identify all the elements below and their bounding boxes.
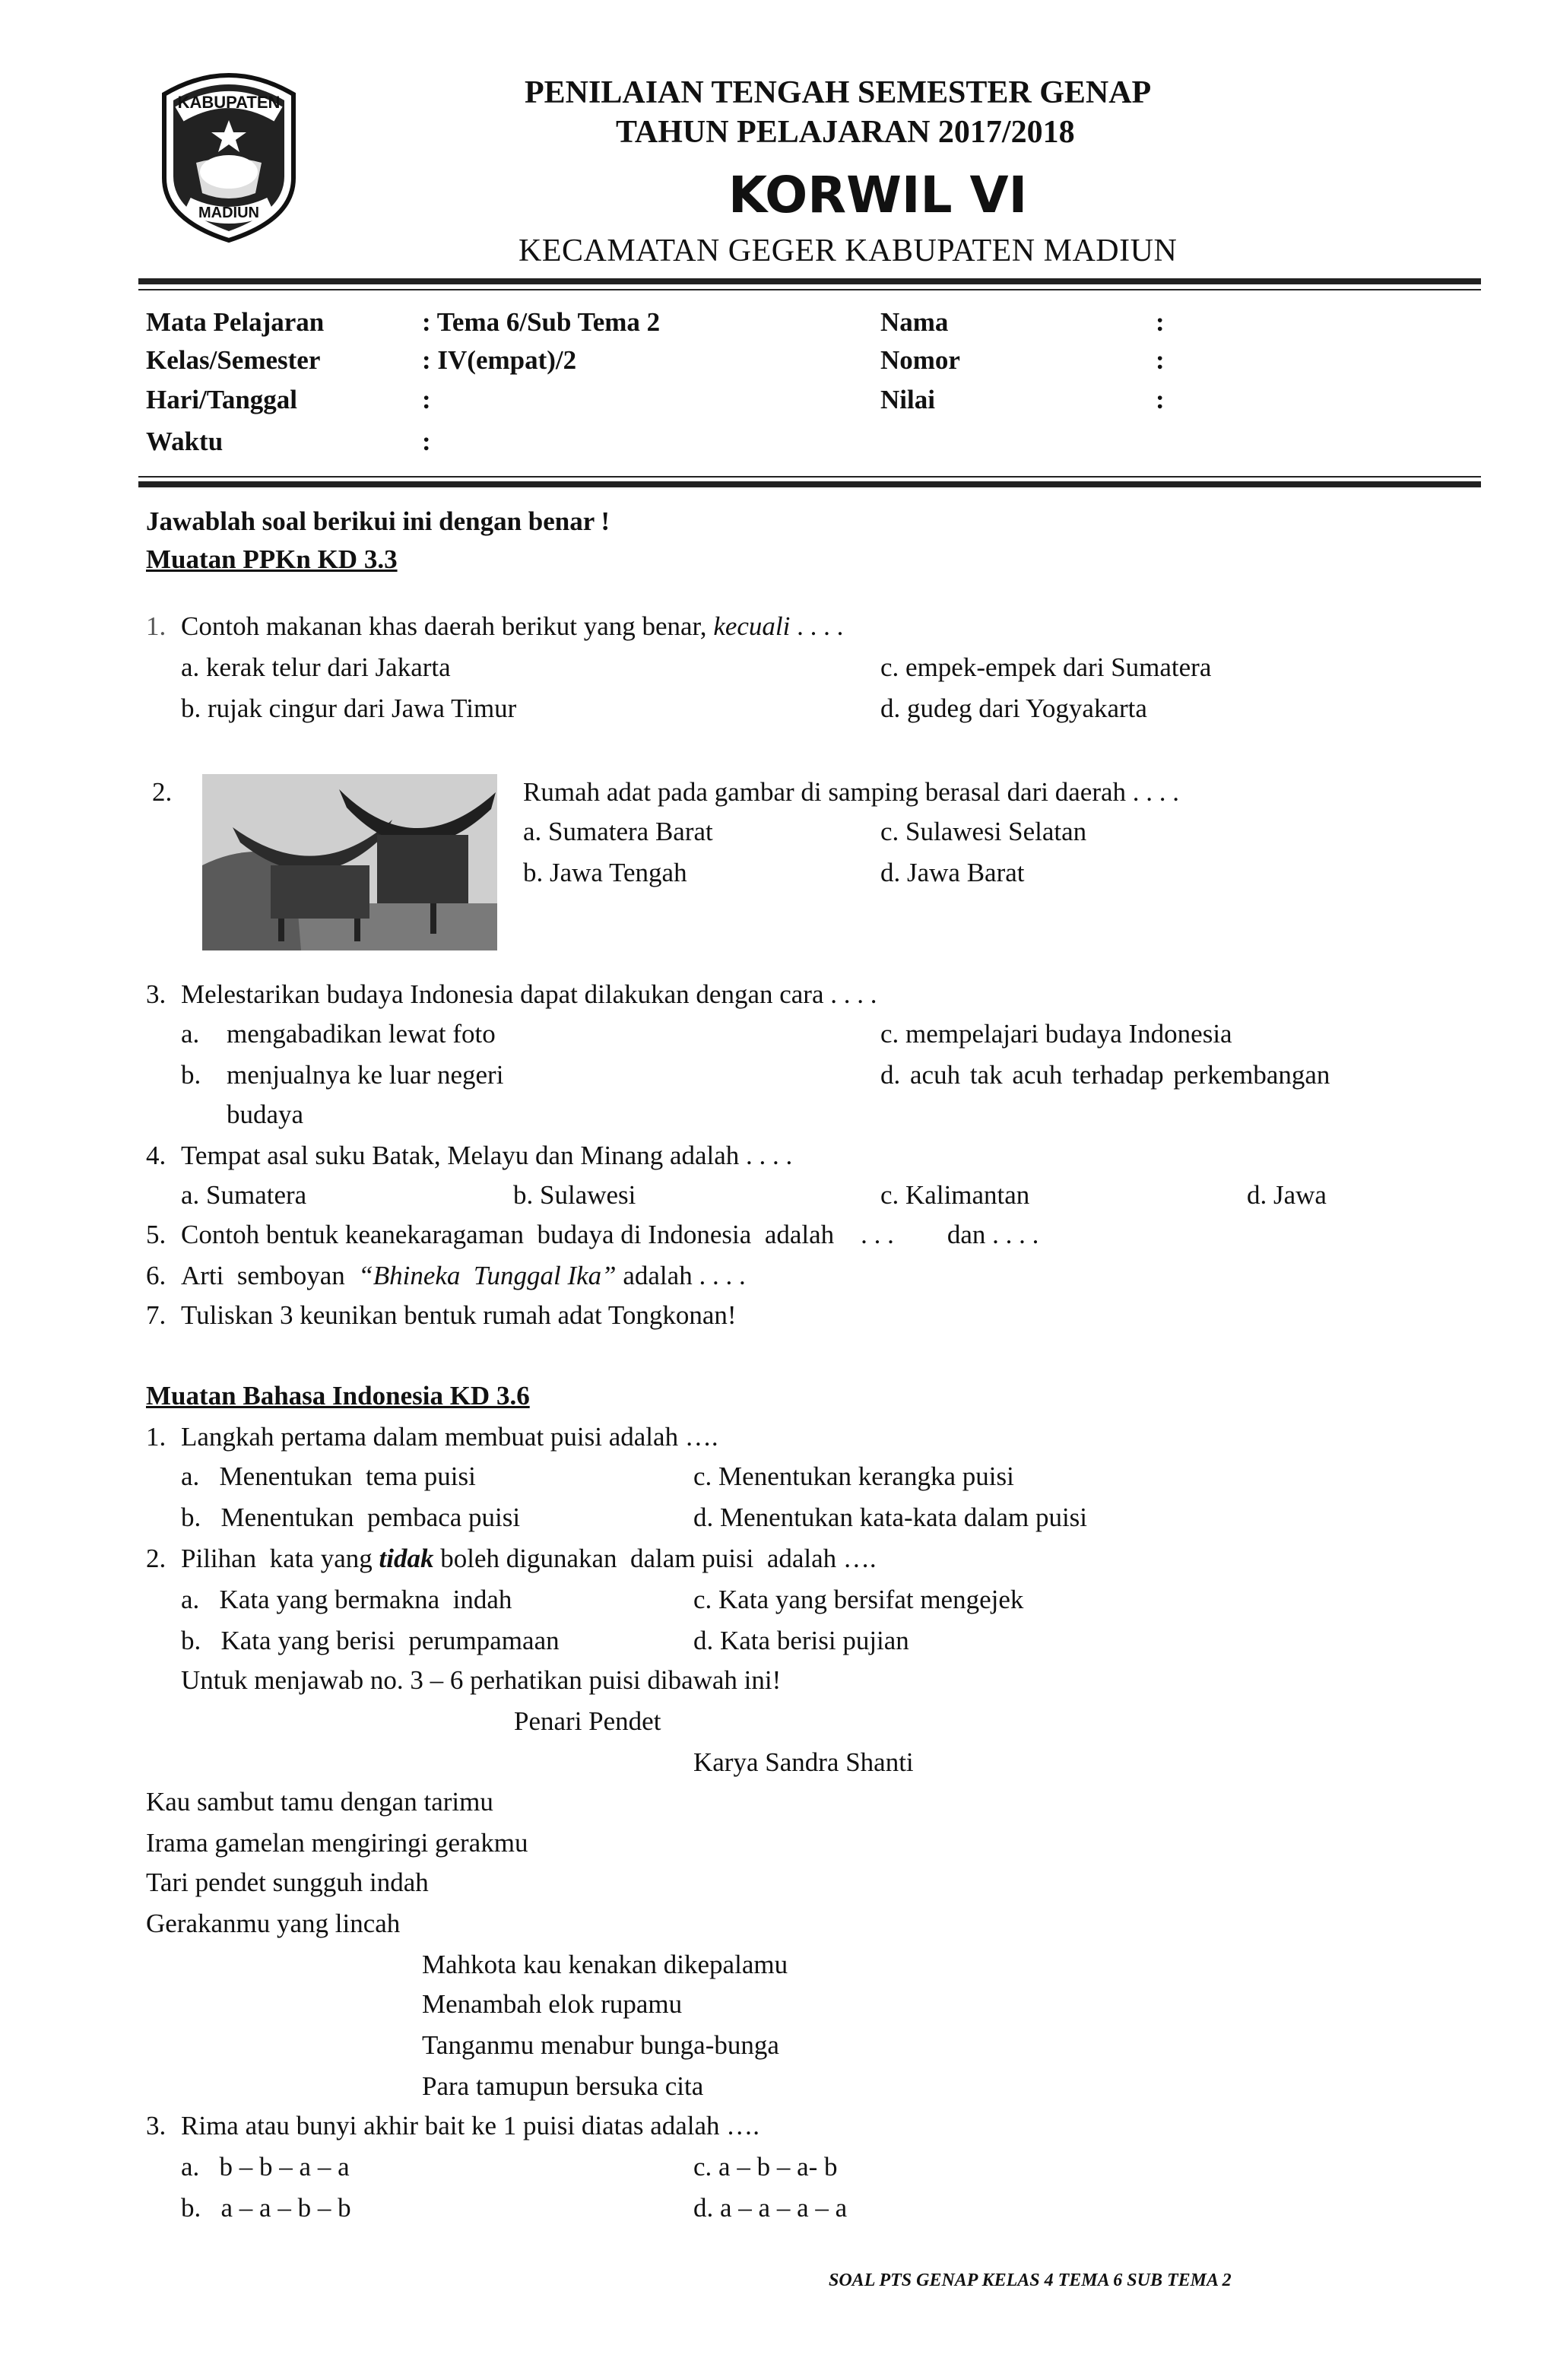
ppkn-q1-number: 1.: [146, 611, 166, 641]
ppkn-q4-number: 4.: [146, 1141, 166, 1170]
poem-stanza2-line1: Mahkota kau kenakan dikepalamu: [422, 1950, 788, 1979]
bindo-q1-option-c: c. Menentukan kerangka puisi: [693, 1461, 1014, 1491]
header-korwil: KORWIL VI: [728, 166, 1028, 224]
ppkn-q2-text: Rumah adat pada gambar di samping berasal dari daerah . . . .: [523, 777, 1180, 807]
nilai-value: :: [1156, 385, 1165, 414]
ppkn-q7-text: Tuliskan 3 keunikan bentuk rumah adat Tongkonan!: [181, 1300, 737, 1330]
header-line1: PENILAIAN TENGAH SEMESTER GENAP: [525, 75, 1152, 110]
header-rule-thick: [138, 278, 1481, 284]
ppkn-q1-option-c: c. empek-empek dari Sumatera: [880, 652, 1212, 682]
ppkn-q7-number: 7.: [146, 1300, 166, 1330]
logo-top-text: KABUPATEN: [177, 93, 281, 112]
bindo-q2-tail: boleh digunakan dalam puisi adalah ….: [433, 1544, 877, 1573]
bindo-q2-text: [181, 1545, 877, 1572]
poem-title: Penari Pendet: [514, 1706, 661, 1736]
waktu-value: :: [422, 427, 431, 456]
kabupaten-madiun-logo: [149, 64, 309, 243]
header-rule-thin: [138, 289, 1481, 290]
poem-stanza1-line2: Irama gamelan mengiringi gerakmu: [146, 1828, 528, 1858]
kelas-value: : IV(empat)/2: [422, 345, 577, 375]
bindo-q2-option-c: c. Kata yang bersifat mengejek: [693, 1585, 1024, 1614]
mapel-value: : Tema 6/Sub Tema 2: [422, 307, 661, 337]
mapel-label: Mata Pelajaran: [146, 307, 325, 337]
logo-bottom-text: MADIUN: [198, 205, 259, 221]
hari-value: :: [422, 385, 431, 414]
ppkn-q1-option-a: a. kerak telur dari Jakarta: [181, 652, 451, 682]
ppkn-q5-number: 5.: [146, 1220, 166, 1249]
ppkn-q4-option-d: d. Jawa: [1247, 1180, 1327, 1210]
bindo-q2-number: 2.: [146, 1544, 166, 1573]
ppkn-q6-motto: “Bhineka Tunggal Ika”: [358, 1261, 617, 1290]
ppkn-q4-text: Tempat asal suku Batak, Melayu dan Minang adalah . . . .: [181, 1141, 793, 1170]
bindo-q1-option-d: d. Menentukan kata-kata dalam puisi: [693, 1503, 1088, 1532]
ppkn-q3-option-b-letter: b.: [181, 1060, 201, 1090]
ppkn-q6-text: [181, 1262, 746, 1289]
ppkn-q2-option-c: c. Sulawesi Selatan: [880, 817, 1087, 846]
ppkn-q4-option-c: c. Kalimantan: [880, 1180, 1030, 1210]
bindo-q3-option-a: a. b – b – a – a: [181, 2152, 350, 2182]
bindo-q2-stem: Pilihan kata yang: [181, 1544, 379, 1573]
ppkn-q2-option-d: d. Jawa Barat: [880, 858, 1025, 887]
ppkn-q4-option-a: a. Sumatera: [181, 1180, 307, 1210]
info-rule-thick: [138, 481, 1481, 487]
ppkn-q6-number: 6.: [146, 1261, 166, 1290]
ppkn-q3-number: 3.: [146, 979, 166, 1009]
poem-author: Karya Sandra Shanti: [693, 1747, 914, 1777]
info-rule-thin: [138, 476, 1481, 478]
poem-stanza2-line4: Para tamupun bersuka cita: [422, 2071, 704, 2101]
hari-label: Hari/Tanggal: [146, 385, 298, 414]
waktu-label: Waktu: [146, 427, 224, 456]
ppkn-q3-option-a-letter: a.: [181, 1019, 200, 1049]
ppkn-q4-option-b: b. Sulawesi: [513, 1180, 636, 1210]
instruction: Jawablah soal berikui ini dengan benar !: [146, 506, 610, 536]
rumah-adat-tongkonan-image: [202, 774, 497, 950]
ppkn-q3-option-b: menjualnya ke luar negeri: [227, 1060, 504, 1090]
nilai-label: Nilai: [880, 385, 935, 414]
poem-stanza1-line3: Tari pendet sungguh indah: [146, 1868, 429, 1897]
bindo-q2-option-d: d. Kata berisi pujian: [693, 1626, 909, 1655]
bindo-q3-option-c: c. a – b – a- b: [693, 2152, 838, 2182]
ppkn-q2-option-b: b. Jawa Tengah: [523, 858, 687, 887]
nomor-label: Nomor: [880, 345, 960, 375]
ppkn-q1-text: [181, 613, 843, 639]
poem-stanza2-line2: Menambah elok rupamu: [422, 1989, 683, 2019]
ppkn-q1-stem: Contoh makanan khas daerah berikut yang benar,: [181, 611, 707, 641]
kelas-label: Kelas/Semester: [146, 345, 321, 375]
ppkn-q2-option-a: a. Sumatera Barat: [523, 817, 713, 846]
nomor-value: :: [1156, 345, 1165, 375]
ppkn-q3-option-d: d. acuh tak acuh terhadap perkembangan: [880, 1060, 1330, 1090]
poem-stanza1-line4: Gerakanmu yang lincah: [146, 1909, 401, 1938]
ppkn-q3-option-c: c. mempelajari budaya Indonesia: [880, 1019, 1232, 1049]
ppkn-q1-option-d: d. gudeg dari Yogyakarta: [880, 693, 1147, 723]
bindo-q1-option-a: a. Menentukan tema puisi: [181, 1461, 476, 1491]
bindo-q1-option-b: b. Menentukan pembaca puisi: [181, 1503, 521, 1532]
bindo-q3-text: Rima atau bunyi akhir bait ke 1 puisi diatas adalah ….: [181, 2111, 760, 2140]
ppkn-q1-option-b: b. rujak cingur dari Jawa Timur: [181, 693, 517, 723]
poem-stanza2-line3: Tanganmu menabur bunga-bunga: [422, 2030, 779, 2060]
bindo-q1-text: Langkah pertama dalam membuat puisi adalah ….: [181, 1422, 718, 1452]
ppkn-q3-option-d-cont: budaya: [227, 1100, 304, 1129]
bindo-q3-number: 3.: [146, 2111, 166, 2140]
ppkn-q6-stem: Arti semboyan: [181, 1261, 359, 1290]
ppkn-heading: Muatan PPKn KD 3.3: [146, 544, 398, 574]
ppkn-q1-emphasis: kecuali: [713, 611, 791, 641]
bindo-q2-option-a: a. Kata yang bermakna indah: [181, 1585, 512, 1614]
ppkn-q1-tail: . . . .: [790, 611, 844, 641]
page-footer: SOAL PTS GENAP KELAS 4 TEMA 6 SUB TEMA 2: [829, 2271, 1232, 2290]
poem-stanza1-line1: Kau sambut tamu dengan tarimu: [146, 1787, 493, 1817]
ppkn-q3-text: Melestarikan budaya Indonesia dapat dilakukan dengan cara . . . .: [181, 979, 877, 1009]
bindo-q1-number: 1.: [146, 1422, 166, 1452]
bindo-q3-option-b: b. a – a – b – b: [181, 2193, 351, 2223]
ppkn-q5-text: Contoh bentuk keanekaragaman budaya di Indonesia adalah . . . dan . . . .: [181, 1220, 1039, 1249]
bindo-q3-option-d: d. a – a – a – a: [693, 2193, 848, 2223]
header-line2: TAHUN PELAJARAN 2017/2018: [616, 115, 1075, 150]
bindo-q2-option-b: b. Kata yang berisi perumpamaan: [181, 1626, 560, 1655]
poem-intro: Untuk menjawab no. 3 – 6 perhatikan puisi dibawah ini!: [181, 1665, 782, 1695]
nama-label: Nama: [880, 307, 949, 337]
nama-value: :: [1156, 307, 1165, 337]
ppkn-q3-option-a: mengabadikan lewat foto: [227, 1019, 496, 1049]
bindo-q2-emphasis: tidak: [379, 1544, 434, 1573]
ppkn-q2-number: 2.: [152, 777, 173, 807]
bindo-heading: Muatan Bahasa Indonesia KD 3.6: [146, 1381, 530, 1411]
ppkn-q6-tail: adalah . . . .: [616, 1261, 746, 1290]
header-kecamatan: KECAMATAN GEGER KABUPATEN MADIUN: [518, 233, 1178, 268]
